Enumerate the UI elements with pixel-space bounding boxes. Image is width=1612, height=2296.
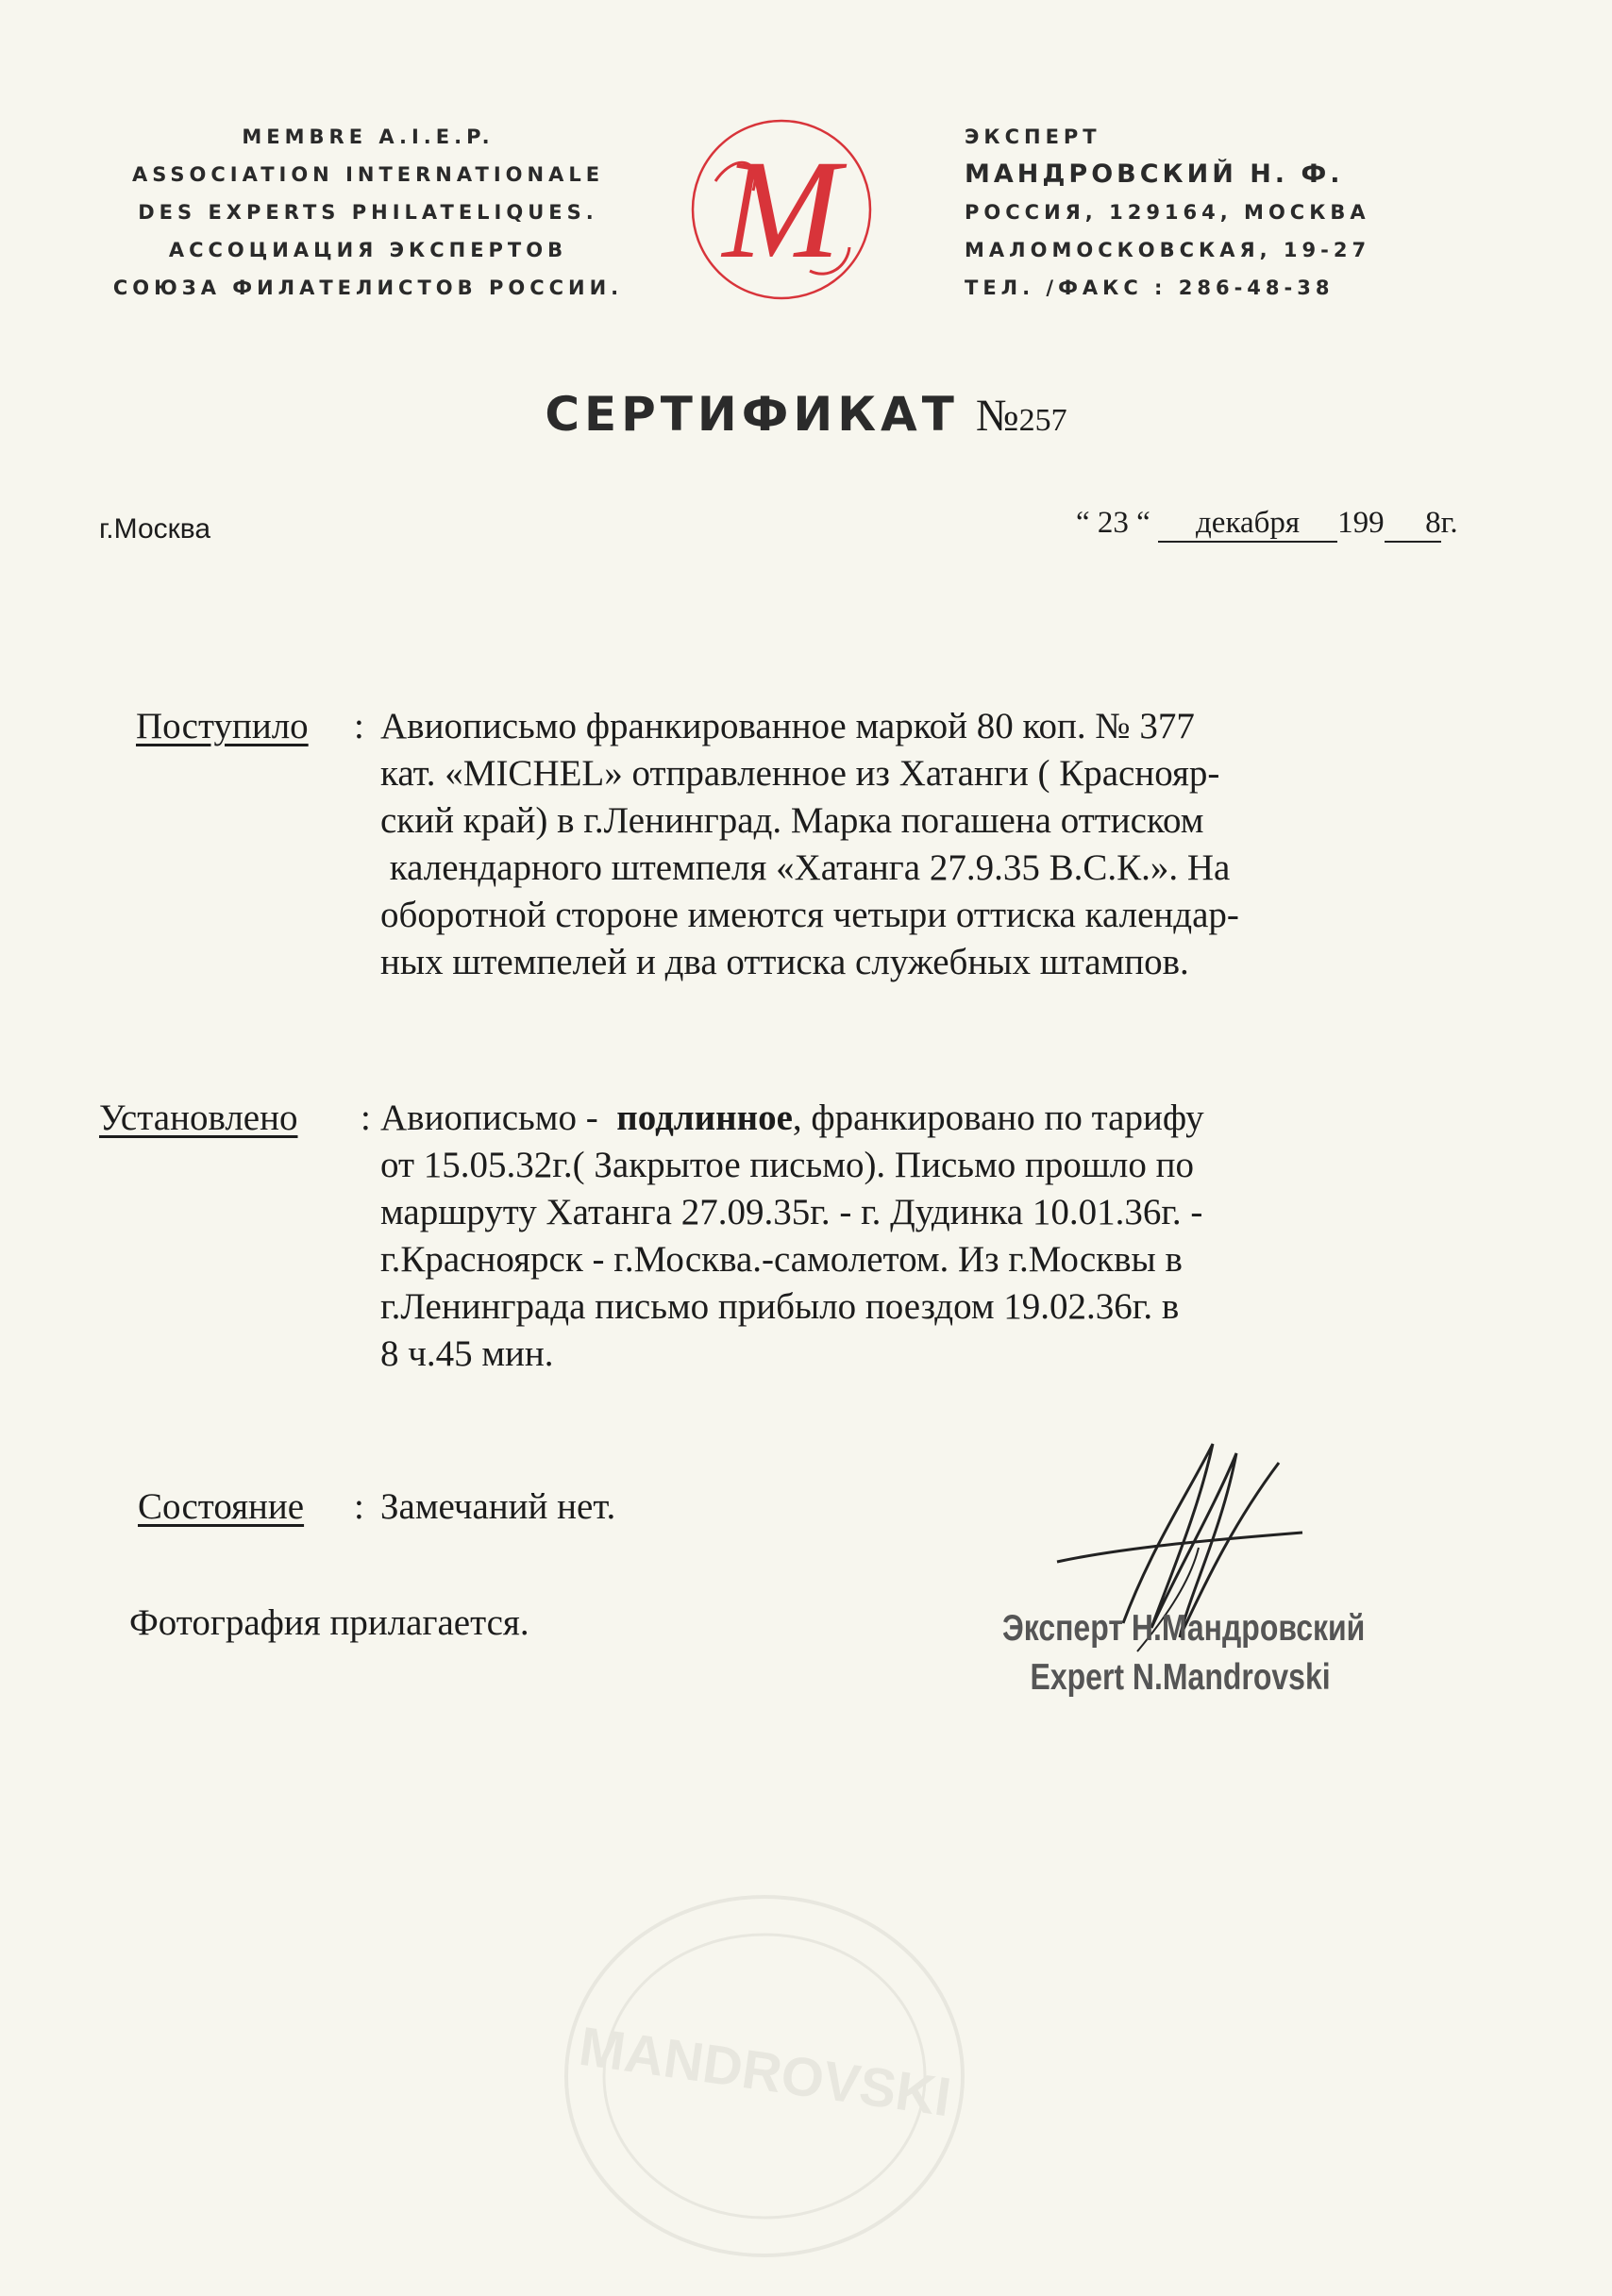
certificate-date <box>1076 506 1458 543</box>
text-fragment: , франкировано по тарифу <box>792 1098 1204 1138</box>
text-line: Авиописьмо франкированное маркой 80 коп. № 377 <box>380 706 1195 746</box>
date-day: 23 <box>1097 506 1129 540</box>
text-line: кат. «MICHEL» отправленное из Хатанги ( Краснояр- <box>380 753 1220 794</box>
date-open-quote: “ <box>1076 506 1090 540</box>
expert-phone: ТЕЛ. /ФАКС : 286-48-38 <box>965 277 1335 299</box>
number-value: 257 <box>1018 403 1067 438</box>
text-line: маршруту Хатанга 27.09.35г. - г. Дудинка 10.01.36г. - <box>380 1192 1203 1232</box>
text-line: оборотной стороне имеются четыри оттиска календар- <box>380 895 1239 935</box>
date-close-quote: “ <box>1136 506 1150 540</box>
photo-note: Фотография прилагается. <box>129 1602 529 1643</box>
text-line: г.Красноярск - г.Москва.-самолетом. Из г.Москвы в <box>380 1239 1183 1280</box>
text-line: календарного штемпеля «Хатанга 27.9.35 В.С.К.». На <box>380 847 1231 888</box>
text-line: ский край) в г.Ленинград. Марка погашена оттиском <box>380 800 1204 841</box>
expert-street: МАЛОМОСКОВСКАЯ, 19-27 <box>965 239 1371 261</box>
authentic-word: подлинное <box>616 1098 793 1138</box>
date-month: декабря <box>1158 506 1337 543</box>
certificate-title <box>0 387 1612 442</box>
letterhead-line: DES EXPERTS PHILATELIQUES. <box>138 201 598 224</box>
certificate-number <box>976 391 1067 441</box>
received-colon: : <box>354 706 364 746</box>
condition-colon: : <box>354 1486 364 1527</box>
text-fragment: Авиописьмо - <box>380 1098 608 1138</box>
city: г.Москва <box>99 513 211 545</box>
condition-label <box>138 1483 304 1531</box>
received-label-text: Поступило <box>136 706 309 746</box>
received-label <box>136 703 309 750</box>
letterhead-line: АССОЦИАЦИЯ ЭКСПЕРТОВ <box>168 239 568 261</box>
monogram-letter: M <box>722 131 841 288</box>
expert-stamp <box>1002 1604 1365 1702</box>
letterhead-line: MEMBRE A.I.E.P. <box>242 126 495 148</box>
text-line: 8 ч.45 мин. <box>380 1333 554 1374</box>
embossed-seal-icon <box>538 1869 991 2265</box>
established-label <box>99 1095 297 1142</box>
text-line <box>380 1095 1494 1142</box>
stamp-line-ru: Эксперт Н.Мандровский <box>1002 1608 1366 1649</box>
letterhead-line: СОЮЗА ФИЛАТЕЛИСТОВ РОССИИ. <box>112 277 624 299</box>
letterhead-association <box>90 118 646 307</box>
text-line: от 15.05.32г.( Закрытое письмо). Письмо прошло по <box>380 1145 1194 1185</box>
letterhead-line: ASSOCIATION INTERNATIONALE <box>131 163 605 186</box>
expert-address: РОССИЯ, 129164, МОСКВА <box>965 201 1370 224</box>
expert-role: ЭКСПЕРТ <box>965 126 1101 148</box>
monogram-seal-icon <box>687 115 876 304</box>
established-label-text: Установлено <box>99 1098 298 1138</box>
expert-name: МАНДРОВСКИЙ Н. Ф. <box>965 159 1344 189</box>
letterhead-expert <box>965 118 1550 307</box>
date-year-prefix: 199 <box>1337 506 1385 540</box>
text-line: г.Ленинграда письмо прибыло поездом 19.02.36г. в <box>380 1286 1180 1327</box>
emboss-text: MANDROVSKI <box>575 2015 955 2129</box>
received-text <box>380 703 1494 986</box>
established-colon: : <box>361 1098 371 1138</box>
title-text: СЕРТИФИКАТ <box>545 387 959 442</box>
text-line: ных штемпелей и два оттиска служебных штампов. <box>380 942 1189 982</box>
stamp-line-en: Expert N.Mandrovski <box>1030 1657 1331 1698</box>
date-year-digit: 8 <box>1385 506 1441 543</box>
number-sign: № <box>975 391 1019 441</box>
condition-text: Замечаний нет. <box>380 1486 616 1527</box>
condition-label-text: Состояние <box>138 1486 305 1527</box>
established-text <box>380 1095 1494 1378</box>
date-suffix: г. <box>1440 506 1458 540</box>
